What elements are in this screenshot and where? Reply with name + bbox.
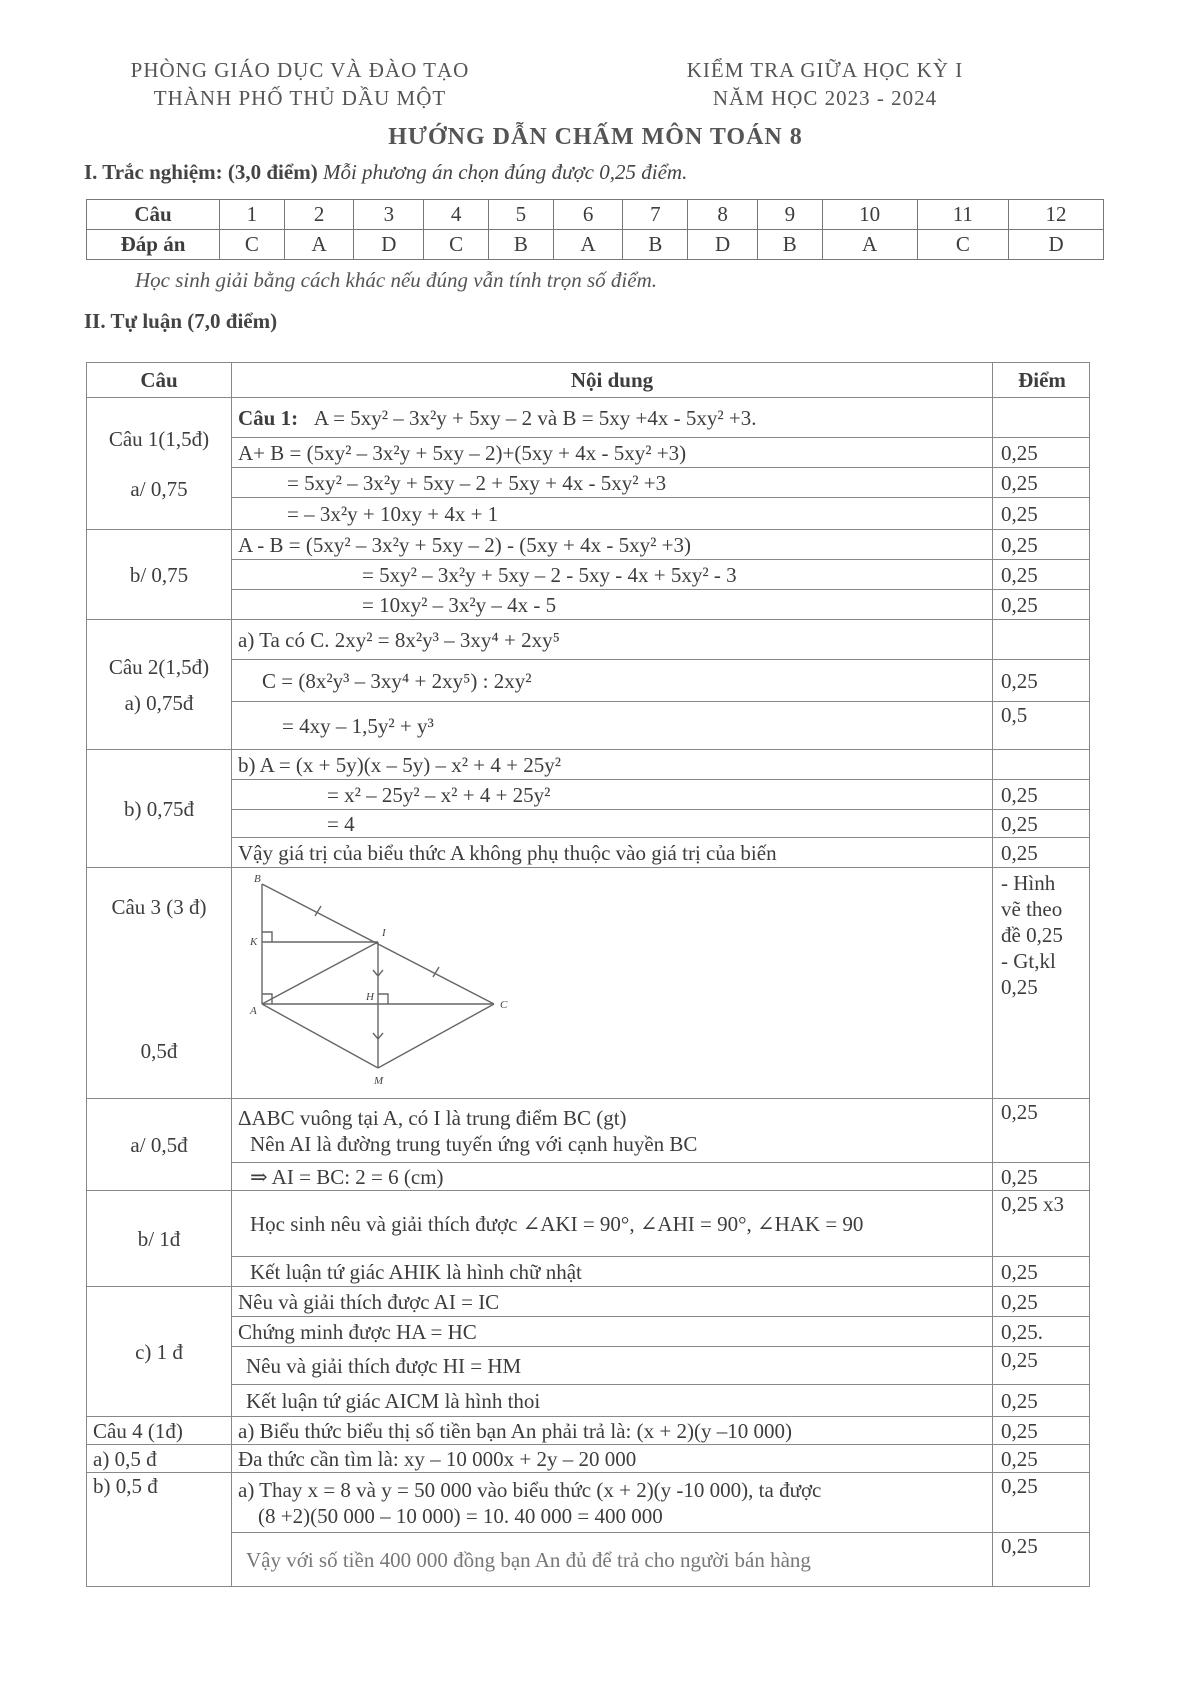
c3-a-label: a/ 0,5đ bbox=[87, 1099, 232, 1191]
c3-figure-points bbox=[993, 868, 1090, 1099]
fig-score-line: - Gt,kl bbox=[1001, 949, 1056, 973]
c3-a-line: Nên AI là đường trung tuyến ứng với cạnh huyền BC bbox=[250, 1131, 698, 1156]
c2-a-line: a) Ta có C. 2xy² = 8x²y³ – 3xy⁴ + 2xy⁵ bbox=[232, 620, 993, 660]
c1-label-cell bbox=[87, 398, 232, 530]
c4-line: a) Biểu thức biểu thị số tiền bạn An phải trả là: (x + 2)(y –10 000) bbox=[232, 1417, 993, 1445]
table-row bbox=[87, 438, 1090, 468]
header-right-line2: NĂM HỌC 2023 - 2024 bbox=[712, 86, 938, 110]
points: 0,25 bbox=[993, 810, 1090, 838]
mc-answer-row bbox=[87, 230, 1104, 260]
c2-a-line: C = (8x²y³ – 3xy⁴ + 2xy⁵) : 2xy² bbox=[232, 660, 993, 702]
mc-a: A bbox=[822, 230, 917, 260]
mc-q: 2 bbox=[284, 200, 354, 230]
c3-a-lines bbox=[232, 1099, 993, 1163]
c1-label: Câu 1(1,5đ) bbox=[108, 426, 210, 451]
table-row bbox=[87, 702, 1090, 750]
c3-label: Câu 3 (3 đ) bbox=[111, 895, 207, 919]
c2-b-label: b) 0,75đ bbox=[87, 750, 232, 868]
c2-b-line: = 4 bbox=[232, 810, 993, 838]
c1-a-line: A+ B = (5xy² – 3x²y + 5xy – 2)+(5xy + 4x - 5xy² +3) bbox=[232, 438, 993, 468]
c4-line: Đa thức cần tìm là: xy – 10 000x + 2y – 20 000 bbox=[232, 1445, 993, 1473]
c3-b-label: b/ 1đ bbox=[87, 1191, 232, 1287]
document-title: HƯỚNG DẪN CHẤM MÔN TOÁN 8 bbox=[388, 124, 803, 150]
points: 0,25 bbox=[993, 1417, 1090, 1445]
c3-sub: 0,5đ bbox=[140, 1039, 178, 1063]
table-row bbox=[87, 1099, 1090, 1163]
col-header-points: Điểm bbox=[993, 363, 1090, 398]
table-row bbox=[87, 530, 1090, 560]
mc-q: 8 bbox=[688, 200, 758, 230]
c4-line: Vậy với số tiền 400 000 đồng bạn An đủ để trả cho người bán hàng bbox=[232, 1533, 993, 1587]
points: 0,25 bbox=[993, 1287, 1090, 1317]
mc-q: 4 bbox=[424, 200, 489, 230]
mc-q: 1 bbox=[220, 200, 285, 230]
points: 0,25 bbox=[993, 590, 1090, 620]
table-row bbox=[87, 750, 1090, 780]
mc-a: A bbox=[553, 230, 623, 260]
c3-b-line: Kết luận tứ giác AHIK là hình chữ nhật bbox=[232, 1257, 993, 1287]
table-row bbox=[87, 1163, 1090, 1191]
c3-b-line: Học sinh nêu và giải thích được ∠AKI = 90°, ∠AHI = 90°, ∠HAK = 90 bbox=[232, 1191, 993, 1257]
section-1-heading bbox=[84, 160, 687, 185]
c4-b-label: b) 0,5 đ bbox=[87, 1473, 232, 1587]
essay-table bbox=[86, 362, 1090, 1587]
mc-a: B bbox=[623, 230, 688, 260]
c4-b-lines bbox=[232, 1473, 993, 1533]
c4-line: a) Thay x = 8 và y = 50 000 vào biểu thức (x + 2)(y -10 000), ta được bbox=[238, 1477, 822, 1502]
mc-a: B bbox=[488, 230, 553, 260]
c1-b-label: b/ 0,75 bbox=[87, 530, 232, 620]
table-row bbox=[87, 1417, 1090, 1445]
mc-a: D bbox=[688, 230, 758, 260]
mc-q: 3 bbox=[354, 200, 424, 230]
table-row bbox=[87, 660, 1090, 702]
point-label: I bbox=[382, 927, 386, 939]
points: 0,25 bbox=[993, 780, 1090, 810]
points: 0,25 bbox=[993, 560, 1090, 590]
fig-score-line: 0,25 bbox=[1001, 975, 1038, 999]
col-header-question: Câu bbox=[87, 363, 232, 398]
c3-a-line: ⇒ AI = BC: 2 = 6 (cm) bbox=[232, 1163, 993, 1191]
mc-a: C bbox=[917, 230, 1009, 260]
table-row bbox=[87, 868, 1090, 1099]
c1-stmt-bold: Câu 1: bbox=[238, 405, 299, 430]
c3-c-line: Nêu và giải thích được HI = HM bbox=[232, 1347, 993, 1385]
c1-stmt-text: A = 5xy² – 3x²y + 5xy – 2 và B = 5xy +4x - 5xy² +3. bbox=[313, 405, 757, 430]
header-left-line2: THÀNH PHỐ THỦ DẦU MỘT bbox=[153, 86, 447, 110]
mc-question-row bbox=[87, 200, 1104, 230]
mc-a: D bbox=[1009, 230, 1104, 260]
points: 0,25 bbox=[993, 1385, 1090, 1417]
c3-c-line: Chứng minh được HA = HC bbox=[232, 1317, 993, 1347]
table-row bbox=[87, 1445, 1090, 1473]
c1-a-line: = – 3x²y + 10xy + 4x + 1 bbox=[232, 498, 993, 530]
table-row bbox=[87, 1385, 1090, 1417]
table-row bbox=[87, 498, 1090, 530]
points: 0,25 bbox=[993, 838, 1090, 868]
segment-ai bbox=[262, 942, 378, 1004]
mc-q: 12 bbox=[1009, 200, 1104, 230]
c3-label-cell bbox=[87, 868, 232, 1099]
mc-a: C bbox=[424, 230, 489, 260]
points: 0,25 bbox=[993, 438, 1090, 468]
c2-b-line: b) A = (x + 5y)(x – 5y) – x² + 4 + 25y² bbox=[232, 750, 993, 780]
mc-row-head: Đáp án bbox=[87, 230, 220, 260]
table-row bbox=[87, 620, 1090, 660]
header-left-line1: PHÒNG GIÁO DỤC VÀ ĐÀO TẠO bbox=[130, 58, 470, 82]
right-angle-k bbox=[262, 932, 272, 942]
c1-a-label: a/ 0,75 bbox=[130, 476, 188, 501]
mc-row-head: Câu bbox=[87, 200, 220, 230]
section-1-note: Mỗi phương án chọn đúng được 0,25 điểm. bbox=[322, 160, 688, 184]
mc-q: 6 bbox=[553, 200, 623, 230]
points: 0,25 bbox=[993, 468, 1090, 498]
point-label: C bbox=[500, 999, 508, 1011]
mc-q: 5 bbox=[488, 200, 553, 230]
point-label: A bbox=[250, 1005, 257, 1017]
table-row bbox=[87, 1473, 1090, 1533]
table-row bbox=[87, 1257, 1090, 1287]
points: 0,25 bbox=[993, 530, 1090, 560]
points: 0,25 bbox=[993, 1473, 1090, 1533]
points: 0,25 x3 bbox=[993, 1191, 1090, 1257]
c2-a-label: a) 0,75đ bbox=[124, 690, 194, 715]
c1-b-line: A - B = (5xy² – 3x²y + 5xy – 2) - (5xy + 4x - 5xy² +3) bbox=[232, 530, 993, 560]
points: 0,25 bbox=[993, 660, 1090, 702]
header-left bbox=[95, 56, 505, 112]
table-row bbox=[87, 1317, 1090, 1347]
mc-q: 9 bbox=[757, 200, 822, 230]
mc-a: C bbox=[220, 230, 285, 260]
c4-line: (8 +2)(50 000 – 10 000) = 10. 40 000 = 400 000 bbox=[258, 1503, 663, 1528]
mc-a: B bbox=[757, 230, 822, 260]
c1-statement bbox=[232, 398, 993, 438]
points: 0,5 bbox=[993, 702, 1090, 750]
section-2-heading: II. Tự luận (7,0 điểm) bbox=[84, 309, 278, 333]
c2-b-line: Vậy giá trị của biểu thức A không phụ thuộc vào giá trị của biến bbox=[232, 838, 993, 868]
c3-figure-cell bbox=[232, 868, 993, 1099]
section-1-label: I. Trắc nghiệm: (3,0 điểm) bbox=[84, 160, 318, 184]
fig-score-line: - Hình bbox=[1001, 871, 1056, 895]
segment-am bbox=[262, 1004, 378, 1068]
table-row bbox=[87, 468, 1090, 498]
col-header-content: Nội dung bbox=[232, 363, 993, 398]
points: 0,25 bbox=[993, 498, 1090, 530]
c2-a-line: = 4xy – 1,5y² + y³ bbox=[232, 702, 993, 750]
c3-a-line: ΔABC vuông tại A, có I là trung điểm BC (gt) bbox=[238, 1105, 627, 1130]
mc-a: D bbox=[354, 230, 424, 260]
c1-b-line: = 10xy² – 3x²y – 4x - 5 bbox=[232, 590, 993, 620]
point-label: K bbox=[250, 936, 258, 948]
points: 0,25 bbox=[993, 1347, 1090, 1385]
mc-q: 10 bbox=[822, 200, 917, 230]
header-right-line1: KIỂM TRA GIỮA HỌC KỲ I bbox=[686, 58, 964, 82]
fig-score-line: đề 0,25 bbox=[1001, 923, 1063, 947]
table-row bbox=[87, 810, 1090, 838]
c3-c-line: Nêu và giải thích được AI = IC bbox=[232, 1287, 993, 1317]
points: 0,25. bbox=[993, 1317, 1090, 1347]
table-row bbox=[87, 838, 1090, 868]
table-row bbox=[87, 1347, 1090, 1385]
table-row bbox=[87, 780, 1090, 810]
segment-mc bbox=[378, 1004, 494, 1068]
fig-score-line: vẽ theo bbox=[1001, 897, 1063, 921]
table-row bbox=[87, 1533, 1090, 1587]
points: 0,25 bbox=[993, 1445, 1090, 1473]
point-label: H bbox=[366, 991, 374, 1003]
table-row bbox=[87, 1191, 1090, 1257]
mc-a: A bbox=[284, 230, 354, 260]
table-row bbox=[87, 590, 1090, 620]
table-row bbox=[87, 560, 1090, 590]
right-angle-h bbox=[378, 994, 388, 1004]
table-row bbox=[87, 398, 1090, 438]
c2-b-line: = x² – 25y² – x² + 4 + 25y² bbox=[232, 780, 993, 810]
mc-q: 7 bbox=[623, 200, 688, 230]
points: 0,25 bbox=[993, 1099, 1090, 1163]
essay-header-row bbox=[87, 363, 1090, 398]
mc-q: 11 bbox=[917, 200, 1009, 230]
c3-c-label: c) 1 đ bbox=[87, 1287, 232, 1417]
c1-a-line: = 5xy² – 3x²y + 5xy – 2 + 5xy + 4x - 5xy² +3 bbox=[232, 468, 993, 498]
c4-label: Câu 4 (1đ) bbox=[87, 1417, 232, 1445]
c2-label-cell bbox=[87, 620, 232, 750]
points: 0,25 bbox=[993, 1533, 1090, 1587]
point-label: M bbox=[374, 1075, 384, 1087]
table-row bbox=[87, 1287, 1090, 1317]
point-label: B bbox=[254, 873, 261, 885]
points: 0,25 bbox=[993, 1257, 1090, 1287]
c2-label: Câu 2(1,5đ) bbox=[108, 654, 210, 679]
c3-c-line: Kết luận tứ giác AICM là hình thoi bbox=[232, 1385, 993, 1417]
points: 0,25 bbox=[993, 1163, 1090, 1191]
geometry-figure bbox=[232, 872, 532, 1092]
c4-a-label: a) 0,5 đ bbox=[87, 1445, 232, 1473]
mc-note: Học sinh giải bằng cách khác nếu đúng vẫn tính trọn số điểm. bbox=[135, 268, 658, 292]
multiple-choice-table bbox=[86, 199, 1104, 260]
header-right bbox=[640, 56, 1010, 112]
points bbox=[993, 750, 1090, 780]
c1-b-line: = 5xy² – 3x²y + 5xy – 2 - 5xy - 4x + 5xy² - 3 bbox=[232, 560, 993, 590]
points bbox=[993, 620, 1090, 660]
